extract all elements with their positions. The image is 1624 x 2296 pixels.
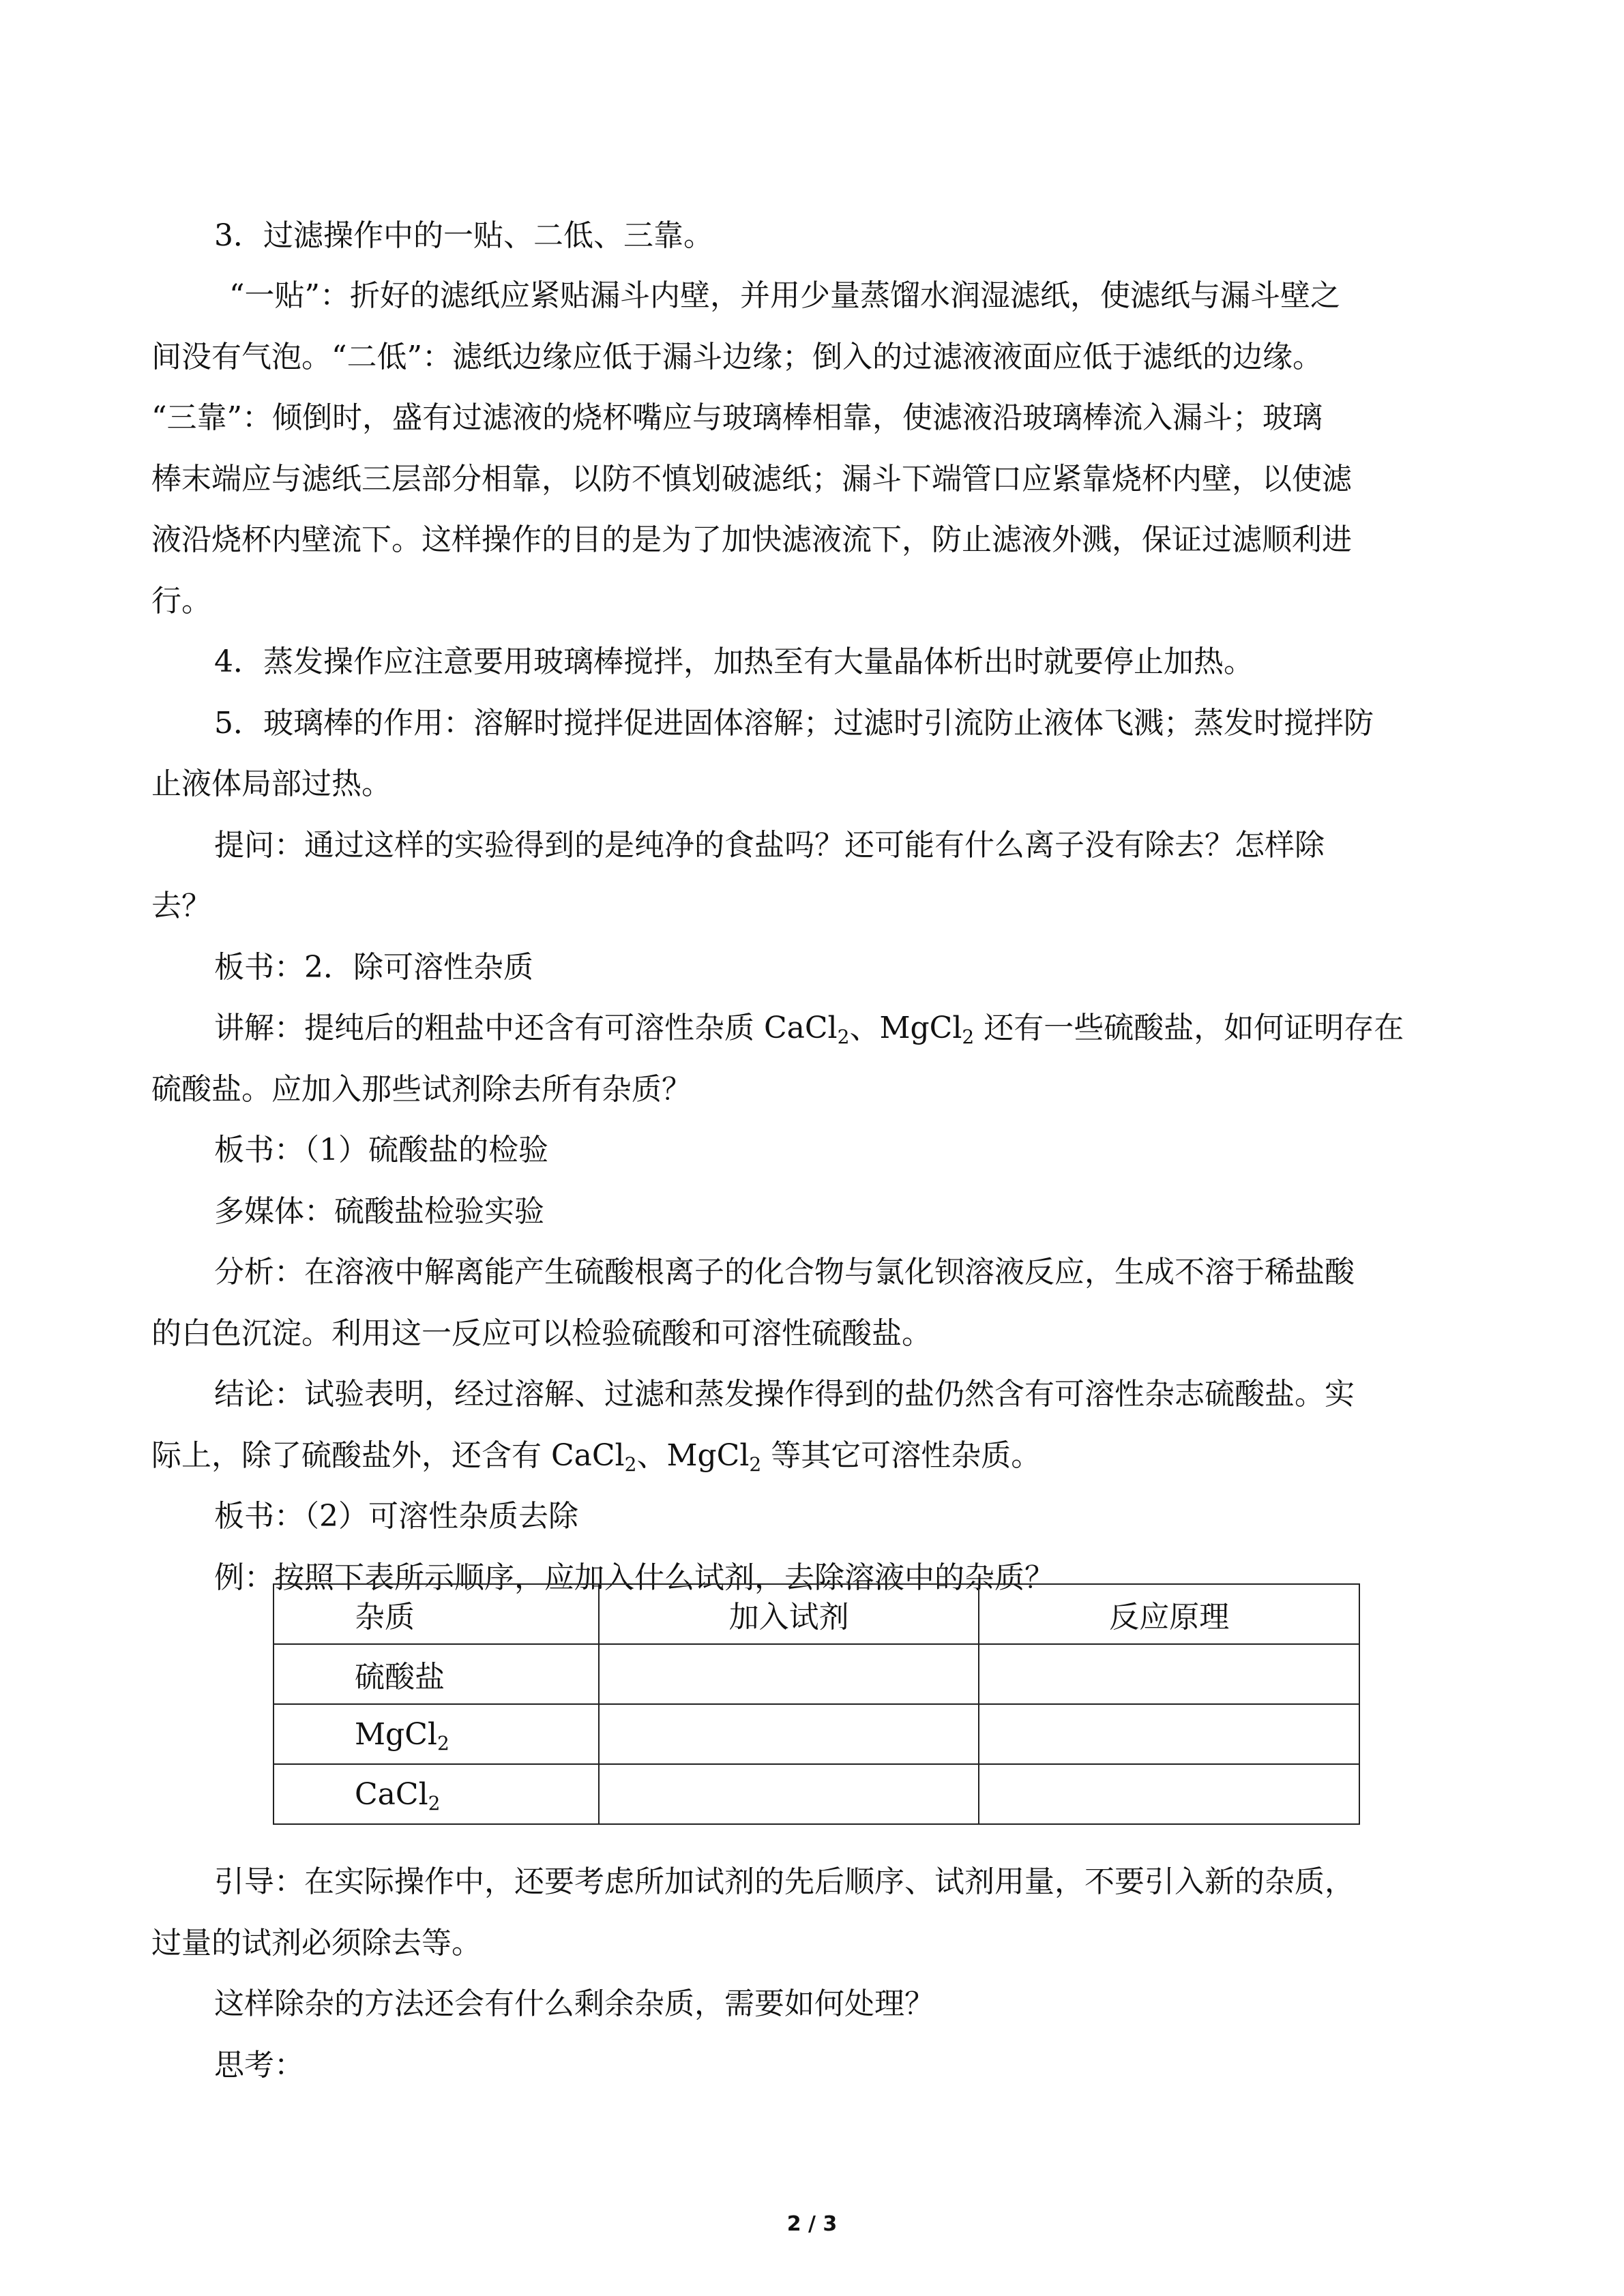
paragraph-think: 思考： — [214, 2048, 304, 2083]
paragraph-line: 讲解：提纯后的粗盐中还含有可溶性杂质 CaCl$_2$、MgCl$_2$ 还有一些硫酸盐，如何证明存在 — [214, 1011, 1404, 1048]
paragraph-board-note: 板书：（2）可溶性杂质去除 — [214, 1499, 578, 1534]
paragraph-line: 际上，除了硫酸盐外，还含有 CaCl$_2$、MgCl$_2$ 等其它可溶性杂质。 — [151, 1438, 1042, 1476]
table-header-row — [274, 1584, 1359, 1644]
table-cell-impurity: CaCl$_2$ — [274, 1764, 599, 1824]
table-cell-reagent — [599, 1704, 979, 1764]
paragraph-filter-rule-heading: 3．过滤操作中的一贴、二低、三靠。 — [214, 218, 713, 253]
table-cell-impurity: 硫酸盐 — [274, 1644, 599, 1704]
paragraph-line: 棒末端应与滤纸三层部分相靠，以防不慎划破滤纸；漏斗下端管口应紧靠烧杯内壁，以使滤 — [151, 462, 1352, 496]
paragraph-line: 过量的试剂必须除去等。 — [151, 1926, 482, 1960]
table-row — [274, 1704, 1359, 1764]
paragraph-evaporation: 4．蒸发操作应注意要用玻璃棒搅拌，加热至有大量晶体析出时就要停止加热。 — [214, 644, 1254, 679]
paragraph-line: “三靠”：倾倒时，盛有过滤液的烧杯嘴应与玻璃棒相靠，使滤液沿玻璃棒流入漏斗；玻璃 — [151, 400, 1323, 435]
table-cell-impurity: MgCl$_2$ — [274, 1704, 599, 1764]
paragraph-board-note: 板书：（1）硫酸盐的检验 — [214, 1133, 548, 1167]
paragraph-board-note: 板书：2．除可溶性杂质 — [214, 950, 533, 985]
paragraph-line: “一贴”：折好的滤纸应紧贴漏斗内壁，并用少量蒸馏水润湿滤纸，使滤纸与漏斗壁之 — [229, 278, 1340, 313]
paragraph-line: 结论：试验表明，经过溶解、过滤和蒸发操作得到的盐仍然含有可溶性杂志硫酸盐。实 — [214, 1377, 1355, 1412]
paragraph-line: 分析：在溶液中解离能产生硫酸根离子的化合物与氯化钡溶液反应，生成不溶于稀盐酸 — [214, 1255, 1355, 1289]
page-number: 2 / 3 — [786, 2212, 838, 2236]
table-header-cell: 杂质 — [274, 1584, 599, 1644]
table-cell-reagent — [599, 1764, 979, 1824]
impurity-table — [273, 1583, 1360, 1825]
paragraph-line: 的白色沉淀。利用这一反应可以检验硫酸和可溶性硫酸盐。 — [151, 1316, 932, 1351]
table-cell-principle — [979, 1704, 1359, 1764]
table-row — [274, 1764, 1359, 1824]
table-cell-principle — [979, 1764, 1359, 1824]
paragraph-question: 这样除杂的方法还会有什么剩余杂质，需要如何处理？ — [214, 1986, 934, 2021]
paragraph-line: 5．玻璃棒的作用：溶解时搅拌促进固体溶解；过滤时引流防止液体飞溅；蒸发时搅拌防 — [214, 706, 1374, 741]
paragraph-line: 行。 — [151, 584, 211, 618]
paragraph-line: 提问：通过这样的实验得到的是纯净的食盐吗？还可能有什么离子没有除去？怎样除 — [214, 828, 1325, 863]
paragraph-line: 去？ — [151, 889, 211, 923]
paragraph-line: 引导：在实际操作中，还要考虑所加试剂的先后顺序、试剂用量，不要引入新的杂质， — [214, 1864, 1355, 1899]
paragraph-line: 间没有气泡。“二低”：滤纸边缘应低于漏斗边缘；倒入的过滤液液面应低于滤纸的边缘。 — [151, 340, 1323, 374]
paragraph-multimedia: 多媒体：硫酸盐检验实验 — [214, 1194, 544, 1229]
table-row — [274, 1644, 1359, 1704]
paragraph-line: 硫酸盐。应加入那些试剂除去所有杂质？ — [151, 1072, 692, 1107]
table-header-cell: 加入试剂 — [599, 1584, 979, 1644]
table-cell-reagent — [599, 1644, 979, 1704]
table-cell-principle — [979, 1644, 1359, 1704]
paragraph-line: 止液体局部过热。 — [151, 766, 392, 801]
paragraph-line: 液沿烧杯内壁流下。这样操作的目的是为了加快滤液流下，防止滤液外溅，保证过滤顺利进 — [151, 522, 1352, 557]
paragraph-example: 例：按照下表所示顺序，应加入什么试剂，去除溶液中的杂质？ — [214, 1560, 1054, 1595]
table-header-cell: 反应原理 — [979, 1584, 1359, 1644]
